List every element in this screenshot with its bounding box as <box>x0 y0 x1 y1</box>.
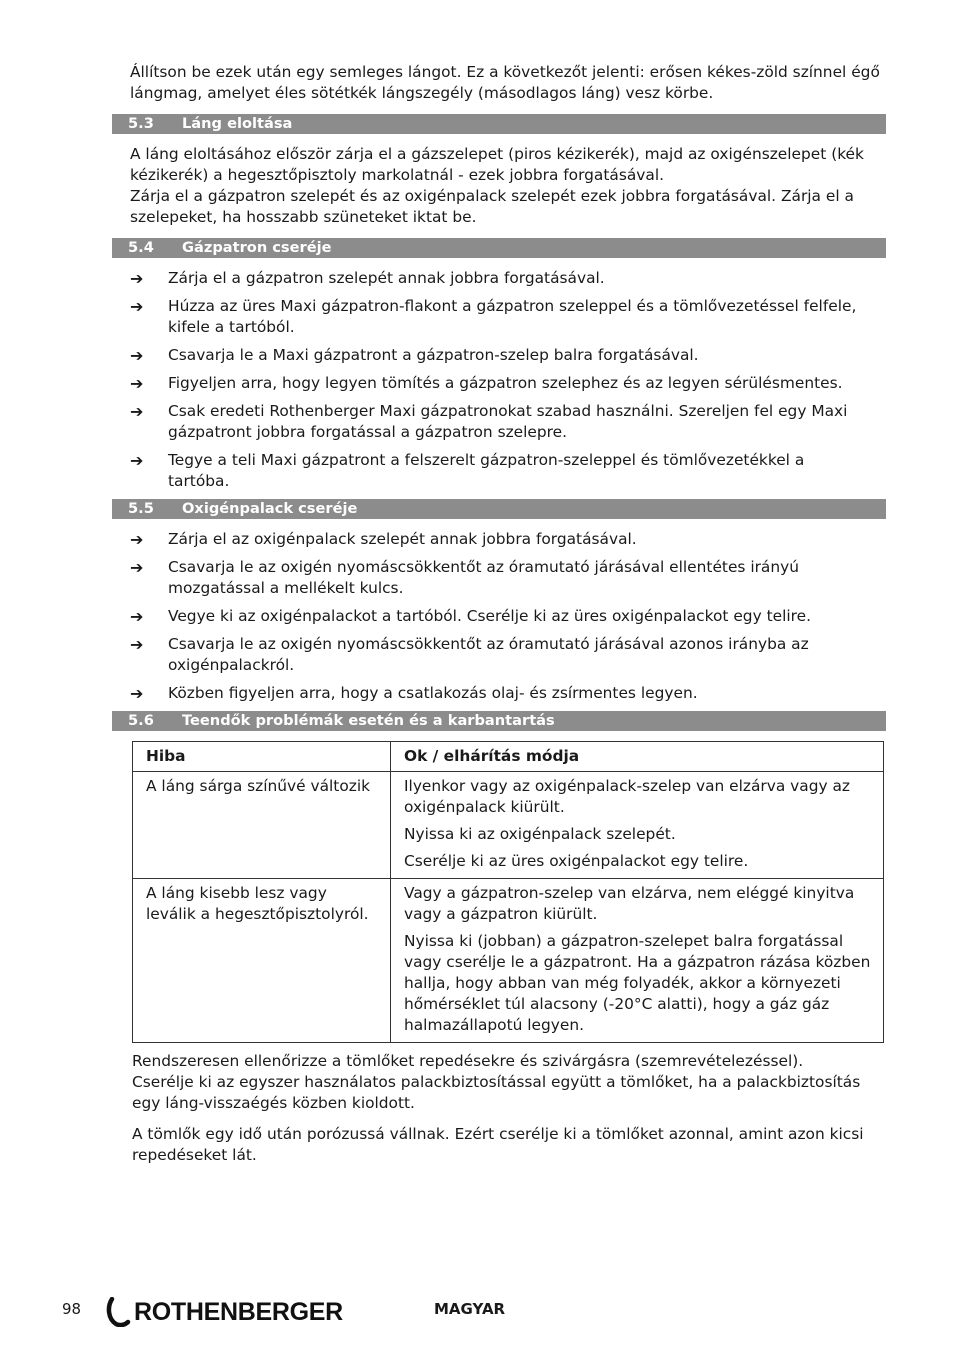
remedy-text: Nyissa ki (jobban) a gázpatron-szelepet balra forgatással vagy cserélje le a gázpatront. Ha a gázpatron rázása közben hallja, hogy abban van még folyadék, akkor a környezeti hőmérséklet túl alacsony (-20°C alatti), hogy a gáz gáz halmazállapotú legyen. <box>404 932 871 1034</box>
arrow-right-icon: ➔ <box>130 269 144 288</box>
arrow-right-icon: ➔ <box>130 684 144 703</box>
arrow-right-icon: ➔ <box>130 530 144 549</box>
section-header-5-5 <box>112 499 886 519</box>
section-title: Teendők problémák esetén és a karbantartás <box>182 712 555 729</box>
paragraph: Zárja el a gázpatron szelepét és az oxigénpalack szelepét ezek jobbra forgatásával. Zárja el a szelepeket, ha hosszabb szüneteket iktat be. <box>130 187 854 226</box>
page-footer <box>62 1296 762 1326</box>
brand-name: ROTHENBERGER <box>134 1297 343 1326</box>
list-item-text: Csak eredeti Rothenberger Maxi gázpatronokat szabad használni. Szereljen fel egy Maxi gázpatront jobbra forgatással a gázpatron szelepre. <box>168 402 848 441</box>
paragraph: A láng eloltásához először zárja el a gázszelepet (piros kézikerék), majd az oxigénszelepet (kék kézikerék) a hegesztőpisztoly markolatnál - ezek jobbra forgatásával. <box>130 145 864 184</box>
list-item-text: Közben figyeljen arra, hogy a csatlakozás olaj- és zsírmentes legyen. <box>168 684 698 702</box>
section-number: 5.5 <box>128 500 154 517</box>
rothenberger-logo <box>106 1296 343 1328</box>
table-row <box>133 879 884 1043</box>
section-title: Gázpatron cseréje <box>182 239 332 256</box>
arrow-right-icon: ➔ <box>130 607 144 626</box>
list-item <box>130 683 886 704</box>
fault-cell: A láng sárga színűvé változik <box>133 772 391 879</box>
section-number: 5.6 <box>128 712 154 729</box>
list-item <box>130 606 886 627</box>
list-item-text: Csavarja le az oxigén nyomáscsökkentőt az óramutató járásával azonos irányba az oxigénpalackról. <box>168 635 809 674</box>
list-item-text: Zárja el az oxigénpalack szelepét annak jobbra forgatásával. <box>168 530 637 548</box>
arrow-right-icon: ➔ <box>130 451 144 470</box>
page-number: 98 <box>62 1300 82 1318</box>
arrow-right-icon: ➔ <box>130 297 144 316</box>
section-5-3-body <box>130 144 886 228</box>
list-item <box>130 268 886 289</box>
troubleshooting-table <box>132 741 884 1043</box>
section-header-5-4 <box>112 238 886 258</box>
table-header-row <box>133 742 884 772</box>
list-item-text: Tegye a teli Maxi gázpatront a felszerelt gázpatron-szeleppel és tömlővezetékkel a tartóba. <box>168 451 805 490</box>
arrow-right-icon: ➔ <box>130 635 144 654</box>
remedy-text: Nyissa ki az oxigénpalack szelepét. <box>404 825 676 843</box>
manual-page <box>130 62 886 1166</box>
list-item <box>130 296 886 338</box>
fault-cell: A láng kisebb lesz vagy leválik a hegesztőpisztolyról. <box>133 879 391 1043</box>
remedy-cell <box>391 772 884 879</box>
arrow-right-icon: ➔ <box>130 402 144 421</box>
logo-swoosh-icon <box>106 1297 132 1327</box>
remedy-text: Ilyenkor vagy az oxigénpalack-szelep van elzárva vagy az oxigénpalack kiürült. <box>404 777 851 816</box>
list-item <box>130 529 886 550</box>
section-header-5-3 <box>112 114 886 134</box>
arrow-right-icon: ➔ <box>130 374 144 393</box>
arrow-right-icon: ➔ <box>130 346 144 365</box>
arrow-right-icon: ➔ <box>130 558 144 577</box>
section-title: Láng eloltása <box>182 115 293 132</box>
paragraph: Cserélje ki az egyszer használatos palackbiztosítással együtt a tömlőket, ha a palackbiztosítás egy láng-visszaégés közben kioldott. <box>132 1073 861 1112</box>
section-5-4-steps <box>130 268 886 492</box>
list-item-text: Zárja el a gázpatron szelepét annak jobbra forgatásával. <box>168 269 605 287</box>
list-item-text: Húzza az üres Maxi gázpatron-flakont a gázpatron szeleppel és a tömlővezetéssel felfele, kifele a tartóból. <box>168 297 857 336</box>
paragraph: A tömlők egy idő után porózussá vállnak. Ezért cserélje ki a tömlőket azonnal, amint azon kicsi repedéseket lát. <box>132 1125 864 1164</box>
list-item-text: Csavarja le a Maxi gázpatront a gázpatron-szelep balra forgatásával. <box>168 346 699 364</box>
list-item-text: Vegye ki az oxigénpalackot a tartóból. Cserélje ki az üres oxigénpalackot egy telire. <box>168 607 811 625</box>
list-item-text: Figyeljen arra, hogy legyen tömítés a gázpatron szelephez és az legyen sérülésmentes. <box>168 374 843 392</box>
list-item <box>130 557 886 599</box>
section-number: 5.3 <box>128 115 154 132</box>
list-item <box>130 345 886 366</box>
remedy-text: Cserélje ki az üres oxigénpalackot egy telire. <box>404 852 749 870</box>
section-5-5-steps <box>130 529 886 704</box>
paragraph: Rendszeresen ellenőrizze a tömlőket repedésekre és szivárgásra (szemrevételezéssel). <box>132 1052 804 1070</box>
remedy-text: Vagy a gázpatron-szelep van elzárva, nem eléggé kinyitva vagy a gázpatron kiürült. <box>404 884 855 923</box>
section-title: Oxigénpalack cseréje <box>182 500 358 517</box>
list-item-text: Csavarja le az oxigén nyomáscsökkentőt az óramutató járásával ellentétes irányú mozgatással a mellékelt kulcs. <box>168 558 799 597</box>
maintenance-notes <box>130 1051 886 1166</box>
list-item <box>130 373 886 394</box>
table-row <box>133 772 884 879</box>
section-header-5-6 <box>112 711 886 731</box>
list-item <box>130 401 886 443</box>
list-item <box>130 634 886 676</box>
section-number: 5.4 <box>128 239 154 256</box>
intro-paragraph: Állítson be ezek után egy semleges lángot. Ez a következőt jelenti: erősen kékes-zöld színnel égő lángmag, amelyet éles sötétkék lángszegély (másodlagos láng) vesz körbe. <box>130 63 880 102</box>
language-label: MAGYAR <box>434 1300 506 1318</box>
column-header-remedy: Ok / elhárítás módja <box>391 742 884 772</box>
column-header-fault: Hiba <box>133 742 391 772</box>
remedy-cell <box>391 879 884 1043</box>
list-item <box>130 450 886 492</box>
